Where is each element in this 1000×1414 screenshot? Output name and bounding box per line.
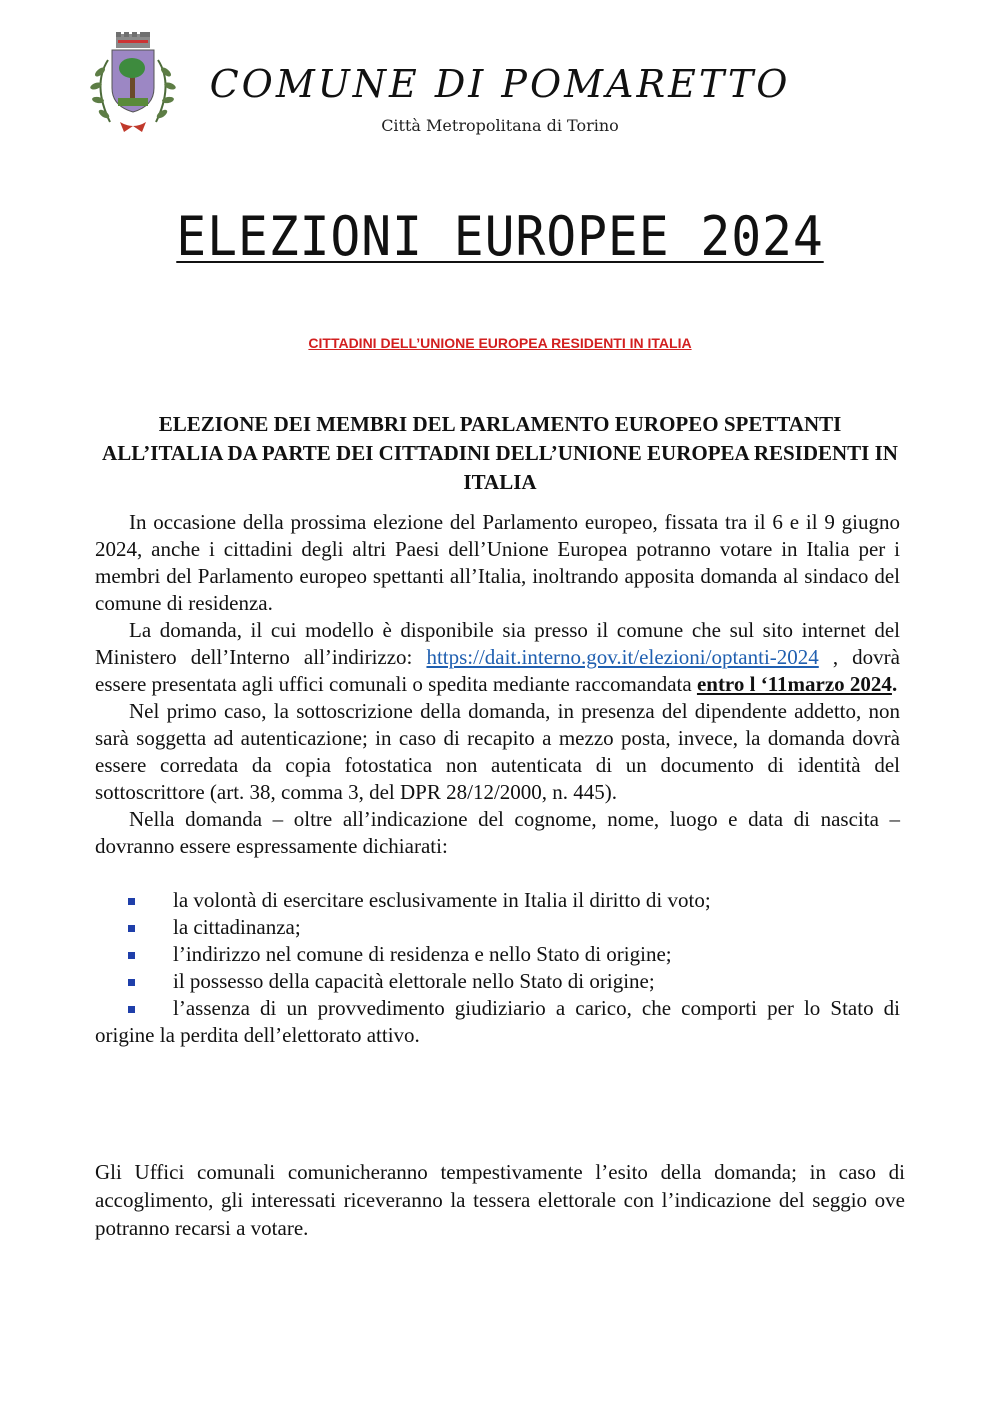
bullet-icon [128, 898, 135, 905]
page-title: ELEZIONI EUROPEE 2024 [176, 205, 824, 268]
paragraph-2-intro: La domanda, il cui modello è disponibile sia presso il comune che sul sito internet del Ministero dell’Interno all’indirizzo: [95, 618, 900, 669]
bullet-icon [128, 952, 135, 959]
paragraph-1: In occasione della prossima elezione del Parlamento europeo, fissata tra il 6 e il 9 giugno 2024, anche i cittadini degli altri Paesi dell’Unione Europea potranno votare in Italia per i membri del Parlamento europeo spettanti all’Italia, inoltrando apposita domanda al sindaco del comune di residenza. [95, 510, 900, 615]
list-item-text: l’assenza di un provvedimento giudiziario a carico, che comporti per lo Stato di origine la perdita dell’elettorato attivo. [95, 996, 900, 1047]
paragraph-3: Nel primo caso, la sottoscrizione della domanda, in presenza del dipendente addetto, non sarà soggetta ad autenticazione; in caso di recapito a mezzo posta, invece, la domanda dovrà essere corredata da copia fotostatica non autenticata di un documento di identità del sottoscrittore (art. 38, comma 3, del DPR 28/12/2000, n. 445). [95, 699, 900, 804]
paragraph-2-middle: , dovrà essere presentata agli uffici comunali o spedita mediante raccomandata [95, 645, 900, 696]
bullet-icon [128, 925, 135, 932]
list-item-text: il possesso della capacità elettorale nello Stato di origine; [173, 969, 655, 993]
requirements-list [95, 887, 900, 1049]
list-item-text: la cittadinanza; [173, 915, 301, 939]
list-item [95, 914, 900, 941]
paragraph-2 [95, 617, 900, 698]
list-item [95, 887, 900, 914]
closing-paragraph: Gli Uffici comunali comunicheranno tempestivamente l’esito della domanda; in caso di accoglimento, gli interessati riceveranno la tessera elettorale con l’indicazione del seggio ove potranno recarsi a votare. [95, 1160, 905, 1240]
red-subtitle: CITTADINI DELL’UNIONE EUROPEA RESIDENTI IN ITALIA [308, 335, 692, 351]
list-item-text: l’indirizzo nel comune di residenza e nello Stato di origine; [173, 942, 672, 966]
section-heading: ELEZIONE DEI MEMBRI DEL PARLAMENTO EUROPEO SPETTANTI ALL’ITALIA DA PARTE DEI CITTADINI DELL’UNIONE EUROPEA RESIDENTI IN ITALIA [102, 412, 898, 494]
ministry-link[interactable]: https://dait.interno.gov.it/elezioni/optanti-2024 [426, 645, 819, 669]
list-item [95, 995, 900, 1049]
organization-subtitle: Città Metropolitana di Torino [381, 116, 619, 135]
municipal-crest-icon [82, 30, 182, 140]
paragraph-4: Nella domanda – oltre all’indicazione del cognome, nome, luogo e data di nascita – dovranno essere espressamente dichiarati: [95, 807, 900, 858]
bullet-icon [128, 1006, 135, 1013]
body-text [95, 509, 900, 1049]
deadline-period: . [891, 672, 898, 696]
closing-text [95, 1158, 905, 1242]
list-item-text: la volontà di esercitare esclusivamente in Italia il diritto di voto; [173, 888, 711, 912]
organization-name: COMUNE DI POMARETTO [209, 62, 791, 106]
deadline-text: entro l ‘11marzo 2024 [696, 672, 892, 696]
bullet-icon [128, 979, 135, 986]
list-item [95, 941, 900, 968]
list-item [95, 968, 900, 995]
